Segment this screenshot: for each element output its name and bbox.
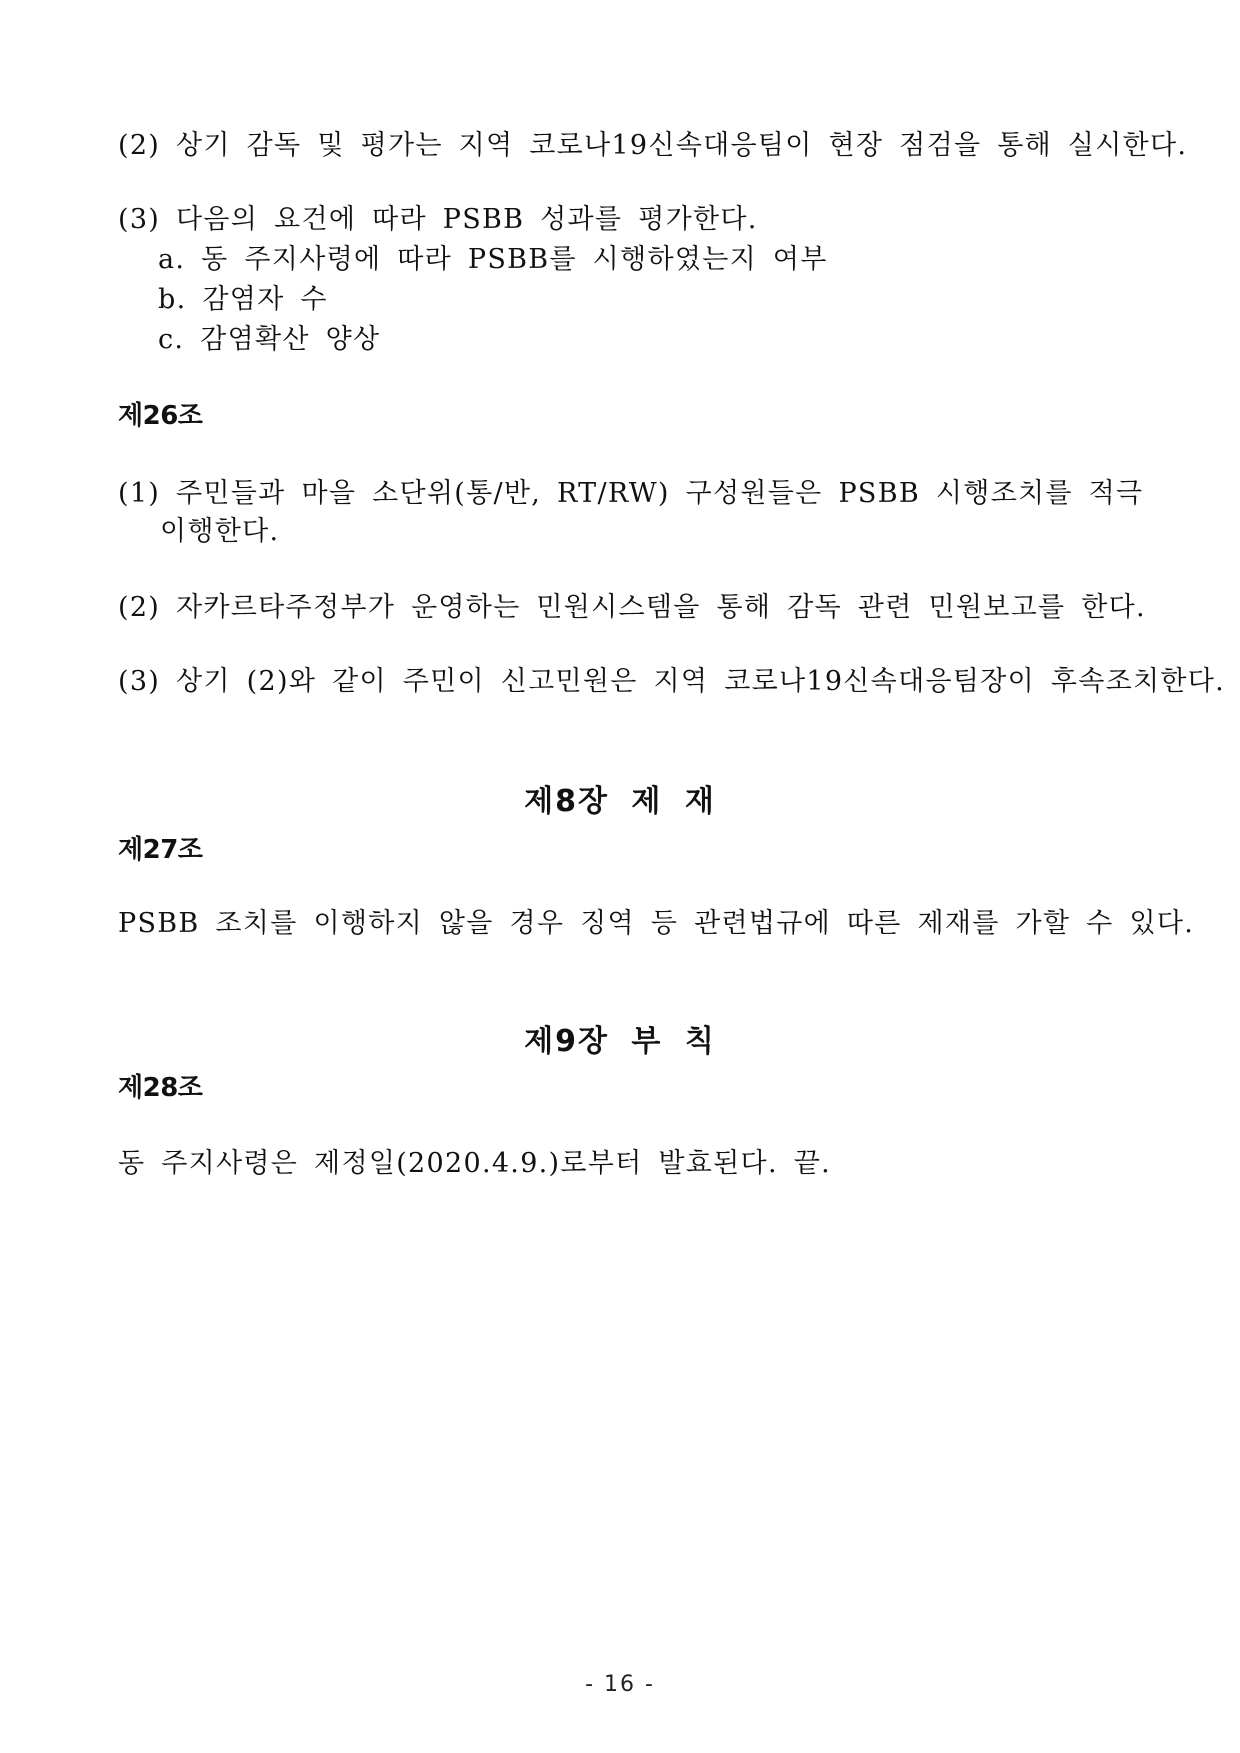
art25-item-a: a. 동 주지사령에 따라 PSBB를 시행하였는지 여부 bbox=[158, 244, 828, 275]
article-26-heading: 제26조 bbox=[118, 401, 203, 431]
art28-body: 동 주지사령은 제정일(2020.4.9.)로부터 발효된다. 끝. bbox=[118, 1148, 831, 1179]
article-27-heading: 제27조 bbox=[118, 835, 203, 865]
art26-paragraph-1-continued: 이행한다. bbox=[160, 516, 280, 547]
art25-item-b: b. 감염자 수 bbox=[158, 284, 328, 315]
art26-paragraph-1: (1) 주민들과 마을 소단위(통/반, RT/RW) 구성원들은 PSBB 시행조치를 적극 bbox=[118, 478, 1144, 509]
art26-paragraph-3: (3) 상기 (2)와 같이 주민이 신고민원은 지역 코로나19신속대응팀장이 후속조치한다. bbox=[118, 666, 1226, 697]
chapter-8-title: 제8장 제 재 bbox=[524, 784, 716, 819]
art25-paragraph-3: (3) 다음의 요건에 따라 PSBB 성과를 평가한다. bbox=[118, 204, 758, 235]
page-number: - 16 - bbox=[585, 1672, 655, 1697]
art27-body: PSBB 조치를 이행하지 않을 경우 징역 등 관련법규에 따른 제재를 가할 수 있다. bbox=[118, 908, 1195, 939]
article-28-heading: 제28조 bbox=[118, 1073, 203, 1103]
art25-item-c: c. 감염확산 양상 bbox=[158, 324, 381, 355]
art25-paragraph-2: (2) 상기 감독 및 평가는 지역 코로나19신속대응팀이 현장 점검을 통해 실시한다. bbox=[118, 130, 1188, 161]
chapter-9-title: 제9장 부 칙 bbox=[524, 1024, 716, 1059]
art26-paragraph-2: (2) 자카르타주정부가 운영하는 민원시스템을 통해 감독 관련 민원보고를 한다. bbox=[118, 592, 1146, 623]
